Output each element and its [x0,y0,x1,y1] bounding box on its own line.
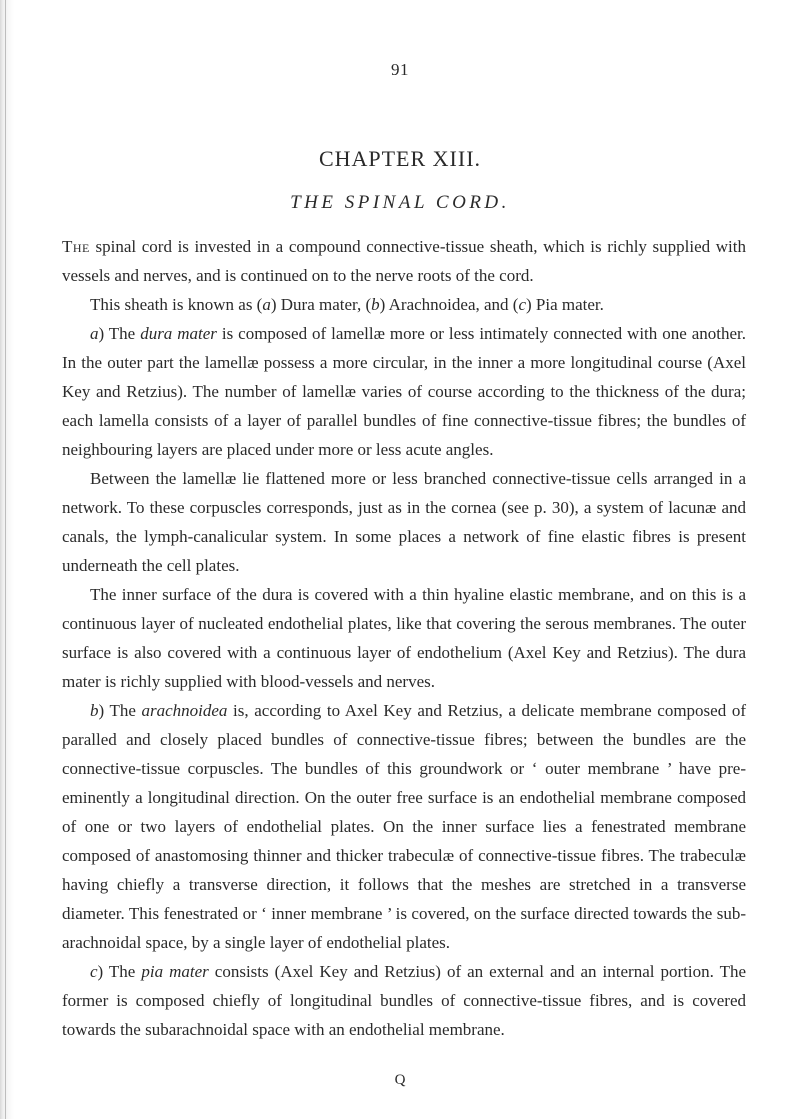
sheath-text-3: ) Arachnoidea, and ( [379,295,519,314]
paragraph-dura-mater [62,319,746,464]
pia-text: consists (Axel Key and Retzius) of an external and an internal portion. The former is composed chiefly of longitudinal bundles of connective-tissue fibres, and is covered towards the subarachnoidal space with an endothelial membrane. [62,962,746,1039]
arachnoid-term: arachnoidea [141,701,228,720]
paragraph-arachnoidea [62,696,746,957]
sheath-label-b: b [371,295,380,314]
chapter-title: CHAPTER XIII. [318,146,482,171]
sheath-text-1: This sheath is known as ( [90,295,263,314]
body-text [62,232,746,1044]
dura-text: is composed of lamellæ more or less intimately connected with one another. In the outer part the lamellæ possess a more circular, in the inner a more longitudinal course (Axel Key and Retzius). The number of lamellæ varies of course according to the thickness of the dura; each lamella consists of a layer of parallel bundles of fine connective-tissue fibres; the bundles of neighbouring layers are placed under more or less acute angles. [62,324,747,459]
arachnoid-label: b [90,701,99,720]
pia-pre: ) The [97,962,142,981]
paragraph-sheath-parts [62,290,746,319]
arachnoid-text: is, according to Axel Key and Retzius, a delicate membrane composed of paralled and closely placed bundles of connective-tissue fibres; between the bundles are the connective-tissue corpuscles. The bundles of this groundwork or ‘ outer membrane ’ have pre-eminently a longitudinal direction. On the outer free surface is an endothelial membrane composed of one or two layers of endothelial plates. On the inner surface lies a fenestrated membrane composed of anastomosing thinner and thicker trabeculæ of connective-tissue fibres. The trabeculæ having chiefly a transverse direction, it follows that the meshes are stretched in a transverse diameter. This fenestrated or ‘ inner membrane ’ is covered, on the surface directed towards the sub-arachnoidal space, by a single layer of endothelial plates. [62,701,746,952]
intro-lead-word: The [62,237,90,256]
signature-mark: Q [394,1072,406,1088]
dura-term: dura mater [140,324,217,343]
sheath-label-a: a [262,295,271,314]
sheath-text-4: ) Pia mater. [526,295,604,314]
section-title: THE SPINAL CORD. [290,192,510,213]
paragraph-pia-mater [62,957,746,1044]
pia-label: c [90,962,98,981]
arachnoid-pre: ) The [98,701,142,720]
sheath-text-2: ) Dura mater, ( [270,295,372,314]
dura-label: a [90,324,99,343]
dura-pre: ) The [98,324,141,343]
paragraph-inner-surface: The inner surface of the dura is covered with a thin hyaline elastic membrane, and on this is a continuous layer of nucleated endothelial plates, like that covering the serous membranes. The outer surface is also covered with a continuous layer of endothelium (Axel Key and Retzius). The dura mater is richly supplied with blood-vessels and nerves. [62,585,746,691]
sheath-label-c: c [518,295,526,314]
page-number: 91 [391,60,409,79]
paragraph-intro [62,232,746,290]
intro-text: spinal cord is invested in a compound connective-tissue sheath, which is richly supplied with vessels and nerves, and is continued on to the nerve roots of the cord. [62,237,746,285]
pia-term: pia mater [141,962,209,981]
paragraph-between-lamellae: Between the lamellæ lie flattened more or less branched connective-tissue cells arranged in a network. To these corpuscles corresponds, just as in the cornea (see p. 30), a system of lacunæ and canals, the lymph-canalicular system. In some places a network of fine elastic fibres is present underneath the cell plates. [62,469,746,575]
